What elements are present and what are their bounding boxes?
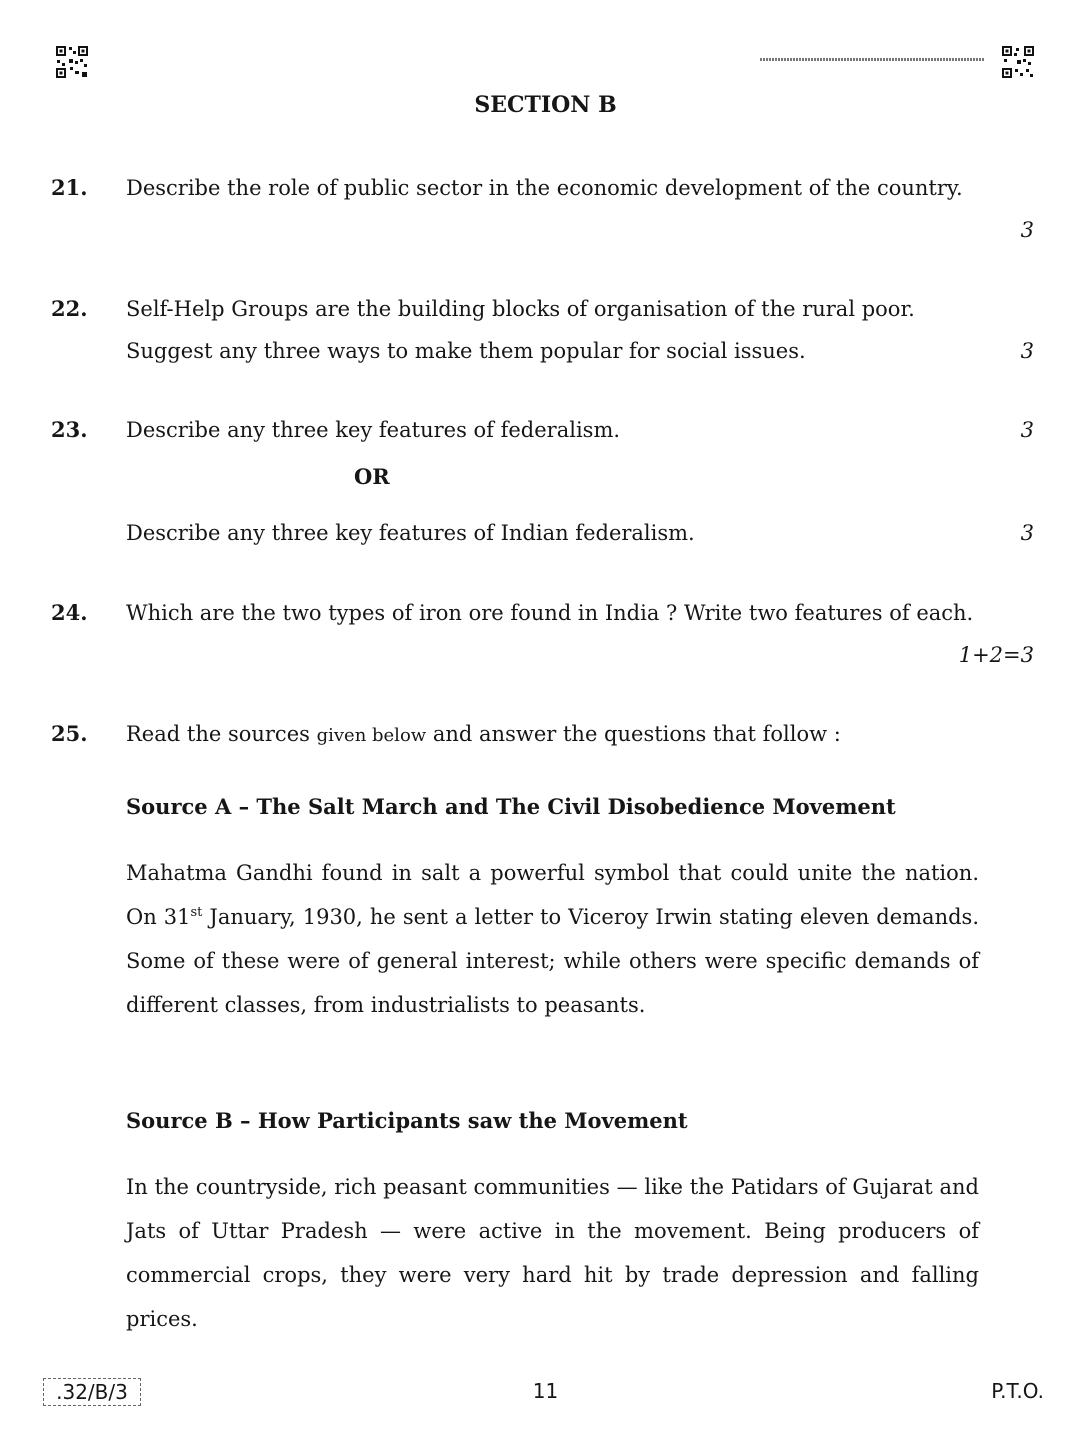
question-number: 21. <box>51 175 88 200</box>
pto-label: P.T.O. <box>991 1379 1044 1403</box>
question-marks: 3 <box>1020 418 1034 442</box>
paper-code: .32/B/3 <box>43 1378 141 1406</box>
question-number: 22. <box>51 296 88 321</box>
ordinal-suffix: st <box>190 905 203 920</box>
page-number: 11 <box>532 1379 559 1403</box>
question-marks: 3 <box>1020 339 1034 363</box>
question-text-part: Read the sources <box>126 722 310 746</box>
qr-code-left-icon <box>55 45 89 79</box>
question-text: Which are the two types of iron ore found in India ? Write two features of each. <box>126 601 974 625</box>
source-b-title: Source B – How Participants saw the Movement <box>126 1108 688 1133</box>
qr-code-right-icon <box>1001 45 1035 79</box>
question-text: Self-Help Groups are the building blocks of organisation of the rural poor. Suggest any three ways to make them popular for social issues. <box>126 297 915 363</box>
question-text <box>126 713 979 757</box>
or-label: OR <box>354 464 390 489</box>
source-b-text: In the countryside, rich peasant communities — like the Patidars of Gujarat and Jats of Uttar Pradesh — were active in the movement. Being producers of commercial crops, they were very hard hit by trade depression and falling prices. <box>126 1175 979 1331</box>
source-a-text-part: Mahatma Gandhi found in salt a powerful symbol that could unite the nation. On 31 <box>126 861 979 929</box>
question-text: Describe any three key features of federalism. <box>126 418 621 442</box>
question-text: Describe the role of public sector in the economic development of the country. <box>126 176 963 200</box>
source-a-title: Source A – The Salt March and The Civil Disobedience Movement <box>126 794 896 819</box>
question-marks: 3 <box>1020 218 1034 242</box>
question-alt-marks: 3 <box>1020 521 1034 545</box>
question-number: 23. <box>51 417 88 442</box>
source-a-text <box>126 851 979 1027</box>
question-text-part: given below <box>316 725 427 746</box>
question-number: 25. <box>51 721 88 746</box>
security-microtext <box>760 58 985 61</box>
section-title: SECTION B <box>474 92 617 118</box>
question-marks: 1+2=3 <box>958 643 1034 667</box>
question-number: 24. <box>51 600 88 625</box>
question-text-part: and answer the questions that follow : <box>432 722 841 746</box>
question-alt-text: Describe any three key features of Indian federalism. <box>126 521 695 545</box>
source-a-text-part: January, 1930, he sent a letter to Viceroy Irwin stating eleven demands. Some of these were of general interest; while others were specific demands of different classes, from industrialists to peasants. <box>126 905 979 1017</box>
